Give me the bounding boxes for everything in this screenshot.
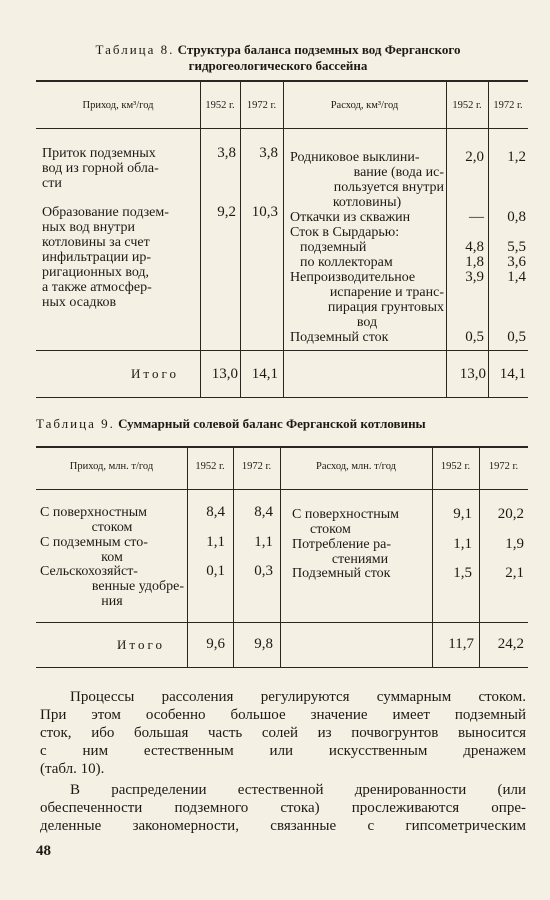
table8-header-income-1972: 1972 г. [246, 100, 277, 111]
table9-income-row [40, 505, 184, 535]
table8-col-divider [488, 81, 489, 397]
table8-income-1952-value: 3,8 [217, 145, 236, 161]
table8-outflow-line: вание (вода ис- [353, 165, 444, 180]
table9-col-divider [280, 447, 281, 667]
table9-income-1972-value: 0,3 [254, 563, 273, 579]
table9-income-line: ния [101, 594, 123, 609]
table8-outflow-1972-value: 0,5 [507, 329, 526, 345]
table9-income-line: стоком [91, 520, 133, 535]
table8-income-line: Образование подзем- [42, 205, 169, 220]
table9-total-outflow-1972: 24,2 [497, 636, 524, 652]
table8-outflow-1952-value: — [469, 209, 484, 225]
table9-col-divider [233, 447, 234, 667]
table9-total-income-1952: 9,6 [206, 636, 225, 652]
table9-income-1972-value: 8,4 [254, 504, 273, 520]
table9-outflow-line: Потребление ра- [292, 537, 391, 552]
body-line: обеспеченности подземного стока) прослеживаются опре- [40, 800, 526, 816]
table8-outflow-1952-value: 0,5 [465, 329, 484, 345]
table9-income-1952-value: 1,1 [206, 534, 225, 550]
table8-outflow-1952-value: 1,8 [465, 254, 484, 270]
table8-col-divider [283, 81, 284, 397]
table8-header-outflow: Расход, км³/год [330, 100, 399, 111]
body-line: сток, ибо большая часть солей из почвогрунтов выносится [40, 725, 526, 741]
table8-income-1972-value: 3,8 [259, 145, 278, 161]
table9-income-line: С подземным сто- [40, 535, 148, 550]
table8-outflow-line: вод [356, 315, 378, 330]
table8-outflow-1952-value: 2,0 [465, 149, 484, 165]
table9-header-outflow-1972: 1972 г. [488, 461, 519, 472]
table9-header-income-1952: 1952 г. [195, 461, 225, 472]
table9-outflow-1952-value: 1,1 [453, 536, 472, 552]
table9-bottom-rule [36, 667, 528, 668]
table8-income-1972-value: 10,3 [251, 204, 278, 220]
body-line: Процессы рассоления регулируются суммарным стоком. [70, 689, 526, 705]
table9-caption-lead: Таблица 9. [36, 416, 115, 431]
table9-outflow-line: стоком [310, 522, 351, 537]
table9-outflow-line: Подземный сток [292, 566, 391, 581]
table8-total-income-1972: 14,1 [251, 366, 278, 382]
table9-income-line: ком [101, 550, 123, 565]
table8-total-income-1952: 13,0 [211, 366, 238, 382]
table8-outflow-line: испарение и транс- [329, 285, 444, 300]
table9-outflow-line: стениями [331, 552, 389, 567]
table8-income-row [42, 205, 196, 310]
table9-income-1952-value: 8,4 [206, 504, 225, 520]
table8-total-label: Итого [131, 366, 179, 381]
table9-outflow-1952-value: 9,1 [453, 506, 472, 522]
table8-outflow-1952-value: 3,9 [465, 269, 484, 285]
table8-bottom-rule [36, 397, 528, 398]
table8-outflow-line: Родниковое выклини- [290, 150, 420, 165]
table8-income-line: инфильтрации ир- [42, 250, 152, 265]
table8-header-income-1952: 1952 г. [205, 100, 235, 111]
table8-caption-title-2: гидрогеологического бассейна [188, 58, 368, 73]
body-paragraph-2 [40, 781, 526, 835]
body-line: деленные закономерности, связанные с гипсометрическим [40, 818, 526, 834]
table8-income-line: вод из горной обла- [42, 161, 159, 176]
body-line: (табл. 10). [40, 761, 105, 777]
table8-col-divider [200, 81, 201, 397]
table8-header-outflow-1952: 1952 г. [452, 100, 482, 111]
table9-outflow-row [292, 507, 428, 537]
table9-total-outflow-1952: 11,7 [448, 636, 474, 652]
table9-outflow-row [292, 537, 428, 567]
page-number: 48 [36, 843, 51, 859]
table8-outflow-line: по коллекторам [300, 255, 393, 270]
table9-total-rule [36, 622, 528, 623]
table8-caption-lead: Таблица 8. [95, 42, 175, 57]
table9-total-income-1972: 9,8 [254, 636, 273, 652]
table8-total-outflow-1952: 13,0 [459, 366, 486, 382]
table9-caption-title: Суммарный солевой баланс Ферганской котловины [118, 416, 426, 431]
table8-income-line: ригационных вод, [42, 265, 150, 280]
table8-col-divider [240, 81, 241, 397]
table9-income-line: Сельскохозяйст- [40, 564, 138, 579]
table8-outflow-1972-value: 0,8 [507, 209, 526, 225]
table8-outflow-line: подземный [300, 240, 367, 255]
table8-caption [28, 42, 528, 74]
table9-outflow-1972-value: 20,2 [497, 506, 524, 522]
table9-outflow-line: С поверхностным [292, 507, 400, 522]
table9-header-outflow-1952: 1952 г. [440, 461, 471, 472]
table8-outflow-1972-value: 5,5 [507, 239, 526, 255]
table9-header-income: Приход, млн. т/год [69, 461, 154, 472]
table8-total-outflow-1972: 14,1 [499, 366, 526, 382]
table8-income-line: сти [42, 176, 62, 191]
table9-caption [36, 416, 536, 432]
table8-outflow-1972-value: 1,4 [507, 269, 526, 285]
table8-income-line: ных вод внутри [42, 220, 136, 235]
table8-outflow-line: Подземный сток [290, 330, 389, 345]
table8-income-line: ных осадков [42, 295, 117, 310]
table8-col-divider [446, 81, 447, 397]
table9-outflow-1972-value: 2,1 [505, 565, 524, 581]
table9-top-rule [36, 446, 528, 448]
table8-header-outflow-1972: 1972 г. [493, 100, 523, 111]
table9-header-rule [36, 489, 528, 490]
table8-outflow-line: пирация грунтовых [327, 300, 444, 315]
body-paragraph-1 [40, 688, 526, 778]
table9-income-line: С поверхностным [40, 505, 148, 520]
table9-income-line: венные удобре- [91, 579, 184, 594]
table8-outflow-block [290, 150, 444, 345]
table8-header-income: Приход, км³/год [82, 100, 154, 111]
table8-outflow-line: Откачки из скважин [290, 210, 411, 225]
table9-col-divider [432, 447, 433, 667]
table9-col-divider [479, 447, 480, 667]
table8-income-line: Приток подземных [42, 146, 156, 161]
body-line: При этом особенно большое значение имеет подземный [40, 707, 526, 723]
table9-header-income-1972: 1972 г. [241, 461, 272, 472]
table9-col-divider [187, 447, 188, 667]
table9-outflow-1952-value: 1,5 [453, 565, 472, 581]
table9-outflow-row [292, 566, 428, 581]
body-line: с ним естественным или искусственным дренажем [40, 743, 526, 759]
table8-outflow-1972-value: 1,2 [507, 149, 526, 165]
table8-outflow-line: Непроизводительное [290, 270, 416, 285]
table9-outflow-1972-value: 1,9 [505, 536, 524, 552]
table8-outflow-line: Сток в Сырдарью: [290, 225, 400, 240]
table9-income-row [40, 564, 184, 609]
table9-income-1972-value: 1,1 [254, 534, 273, 550]
table9-income-1952-value: 0,1 [206, 563, 225, 579]
body-line: В распределении естественной дренированности (или [70, 782, 526, 798]
table8-total-rule [36, 350, 528, 351]
table9-total-label: Итого [117, 637, 165, 652]
table8-income-line: котловины за счет [42, 235, 150, 250]
table8-income-1952-value: 9,2 [217, 204, 236, 220]
table9-header-outflow: Расход, млн. т/год [315, 461, 396, 472]
table8-outflow-1972-value: 3,6 [507, 254, 526, 270]
table8-outflow-1952-value: 4,8 [465, 239, 484, 255]
table8-income-line: а также атмосфер- [42, 280, 152, 295]
table8-caption-title-1: Структура баланса подземных вод Ферганского [177, 42, 461, 57]
table8-outflow-line: котловины) [332, 195, 402, 210]
table8-header-rule [36, 128, 528, 129]
table9-income-row [40, 535, 184, 565]
table8-top-rule [36, 80, 528, 82]
table8-income-row [42, 146, 196, 191]
table8-outflow-line: пользуется внутри [333, 180, 444, 195]
